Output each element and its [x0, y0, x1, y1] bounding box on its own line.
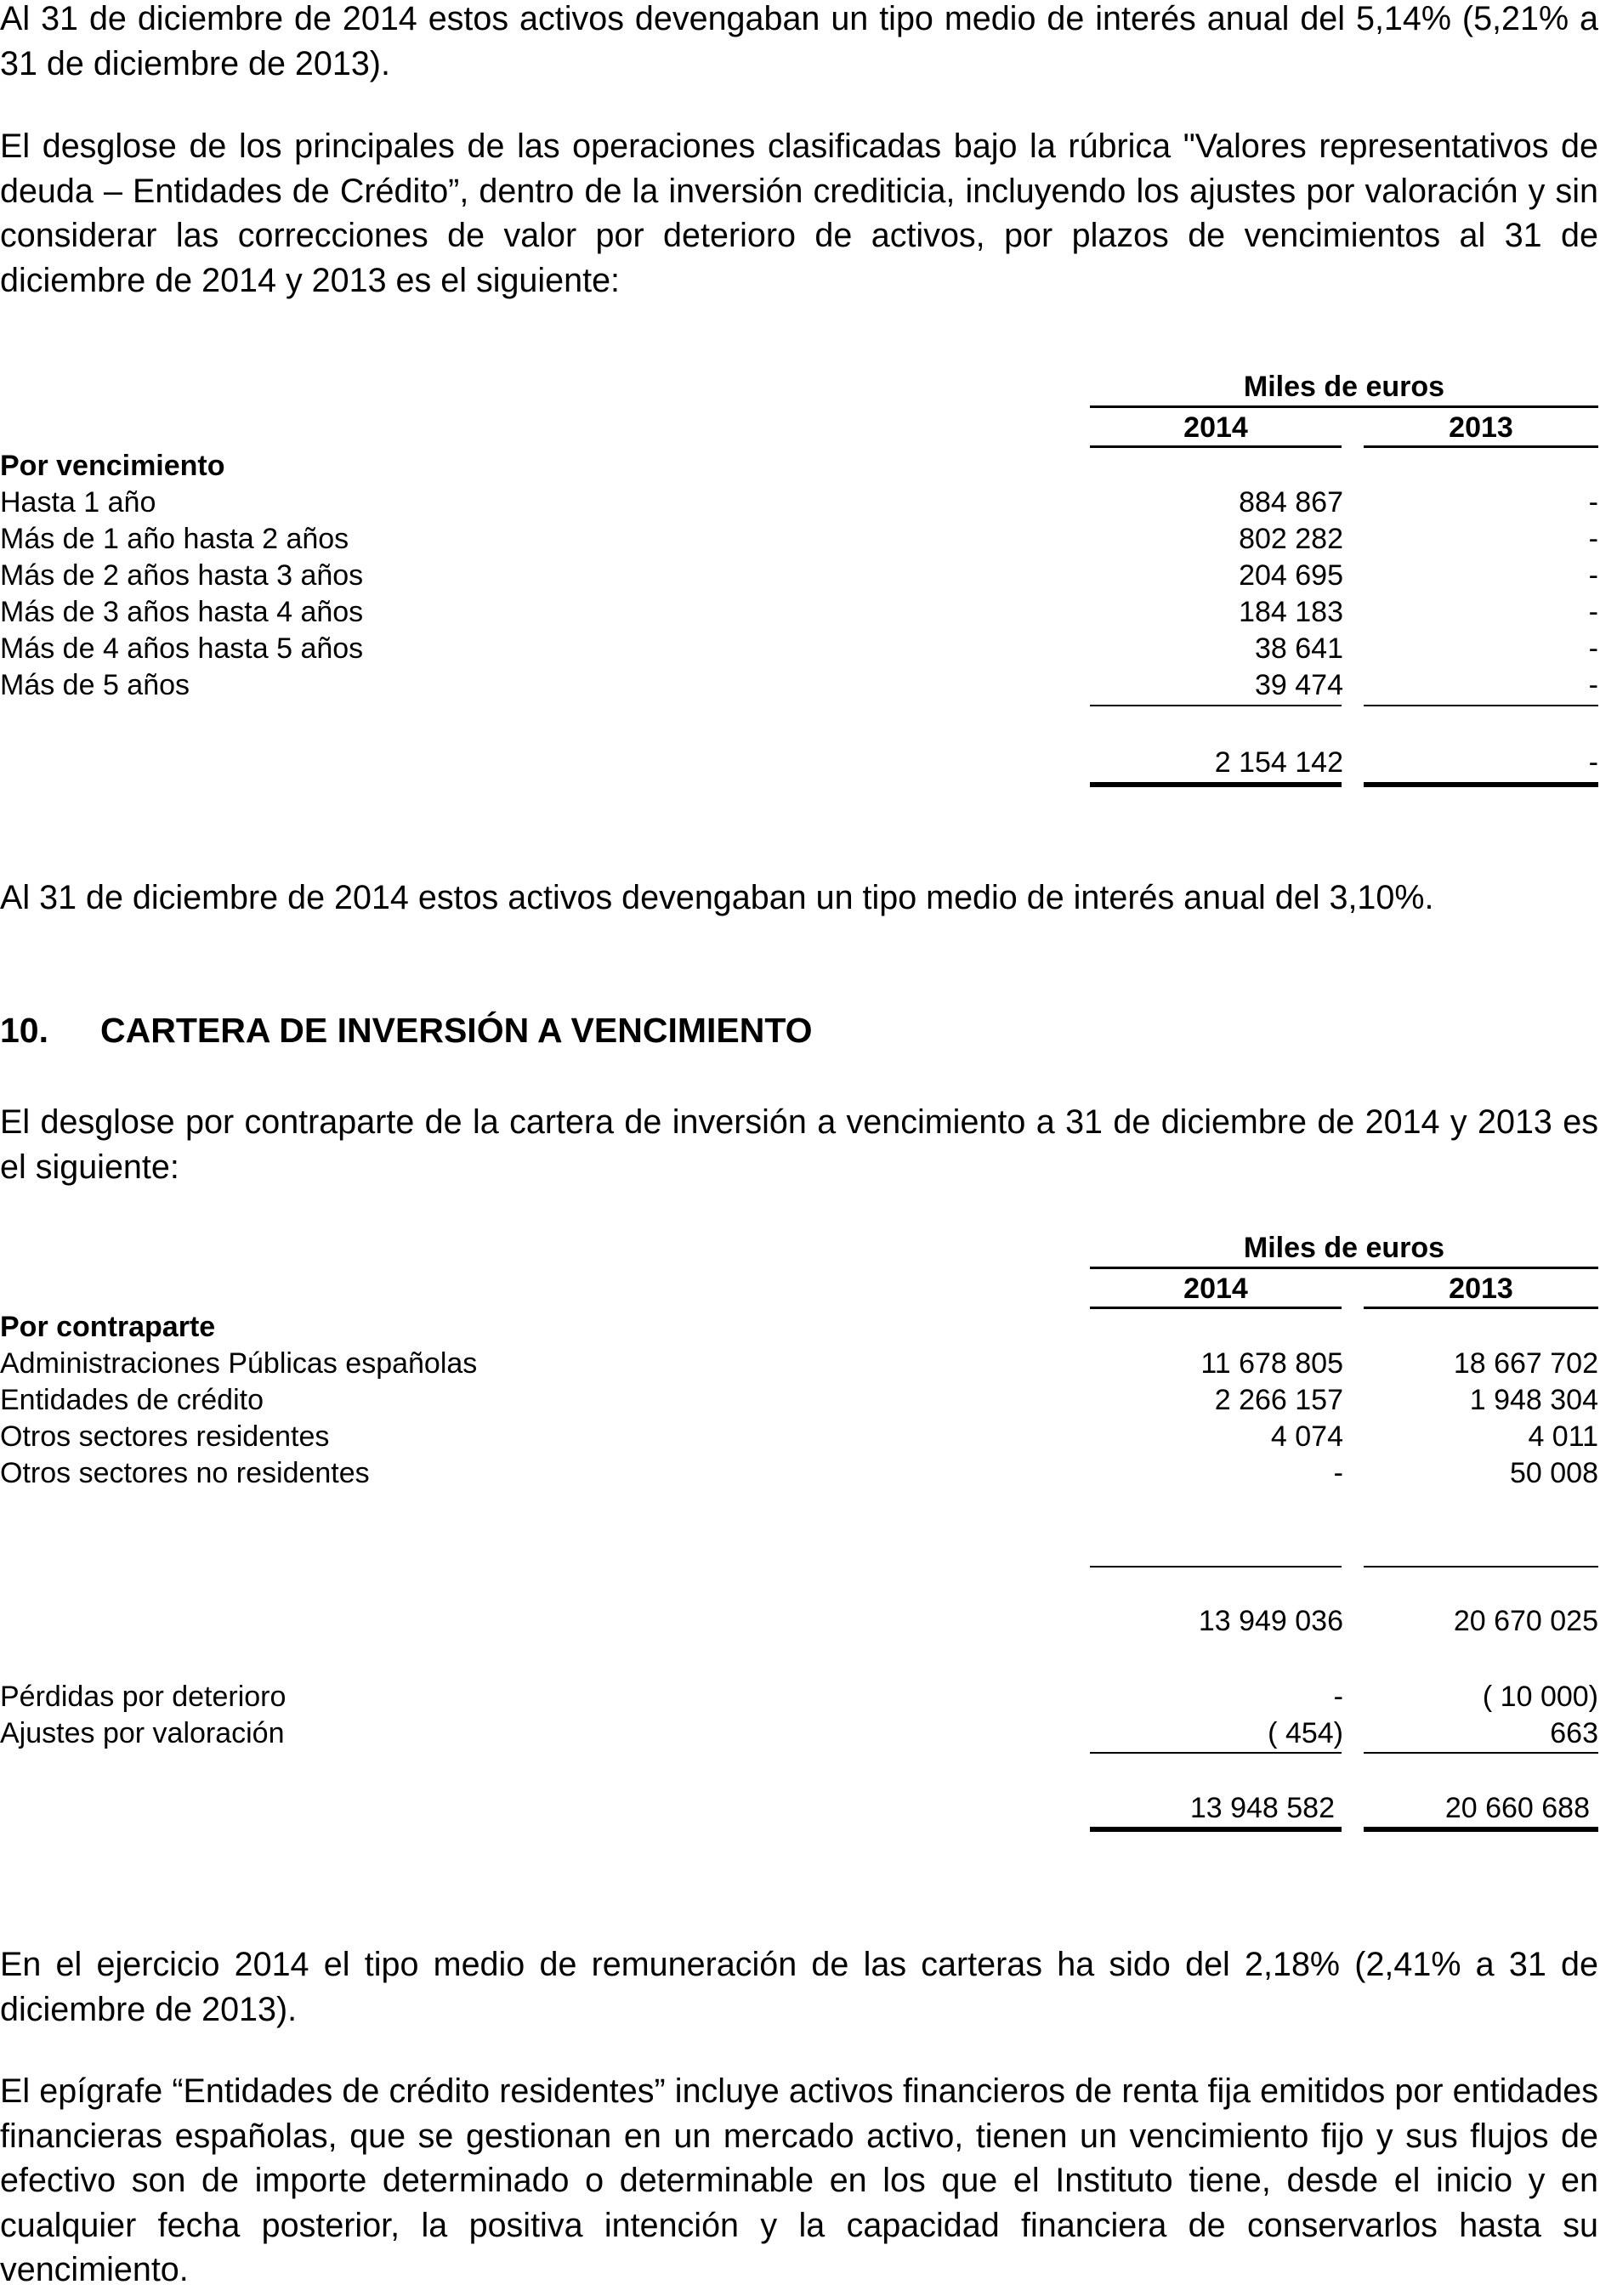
header-rule — [1090, 405, 1598, 408]
subtotal-rule-2013 — [1364, 705, 1598, 706]
row-label: Más de 4 años hasta 5 años — [0, 632, 364, 665]
value-2014: 204 695 — [1239, 559, 1343, 592]
row-label: Entidades de crédito — [0, 1384, 264, 1416]
value-2014: 39 474 — [1255, 669, 1343, 701]
value-2013: - — [1588, 559, 1598, 592]
table-row — [0, 667, 1600, 704]
column-header-2014: 2014 — [1183, 411, 1248, 444]
row-label: Más de 2 años hasta 3 años — [0, 559, 364, 592]
table-row — [0, 1679, 1600, 1715]
paragraph-remuneration-rate: En el ejercicio 2014 el tipo medio de remuneración de las carteras ha sido del 2,18% (2,41% a 31 de diciembre de 2013). — [0, 1946, 1598, 2028]
value-2013: - — [1588, 596, 1598, 628]
table-unit-header: Miles de euros — [1243, 1232, 1445, 1264]
total-double-rule-2014 — [1090, 782, 1342, 787]
paragraph-counterparty-intro: El desglose por contraparte de la cartera de inversión a vencimiento a 31 de diciembre de 2014 y 2013 es el siguiente: — [0, 1103, 1598, 1186]
value-2014: - — [1333, 1681, 1343, 1713]
value-2014: ( 454) — [1268, 1717, 1343, 1749]
row-label: Más de 1 año hasta 2 años — [0, 523, 349, 555]
section-number: 10. — [0, 1011, 48, 1050]
value-2014: 38 641 — [1255, 632, 1343, 665]
value-2014: 184 183 — [1239, 596, 1343, 628]
table-row — [0, 594, 1600, 631]
header-rule — [1090, 1267, 1598, 1269]
value-2013: ( 10 000) — [1482, 1681, 1598, 1713]
row-label: Más de 5 años — [0, 669, 190, 701]
paragraph-credit-entities: El epígrafe “Entidades de crédito residentes” incluye activos financieros de renta fija emitidos por entidades financieras españolas, que se gestionan en un mercado activo, tienen un vencimiento fijo y sus flujos de efectivo son de importe determinado o determinable en los que el Instituto tiene, desde el inicio y en cualquier fecha posterior, la positiva intención y la capacidad financiera de conservarlos hasta su vencimiento. — [0, 2072, 1598, 2288]
table-total-row — [0, 745, 1600, 781]
total-2014: 2 154 142 — [1214, 746, 1343, 779]
value-2013: - — [1588, 486, 1598, 519]
paragraph-interest-rate-310: Al 31 de diciembre de 2014 estos activos devengaban un tipo medio de interés anual del 3,10%. — [0, 879, 1434, 916]
section-heading — [0, 1008, 813, 1052]
total-2013: 20 660 688 — [1444, 1792, 1590, 1824]
value-2013: 4 011 — [1528, 1420, 1598, 1453]
table-row — [0, 631, 1600, 667]
column-header-2013: 2013 — [1449, 1273, 1513, 1305]
subtotal-rule-2014 — [1090, 705, 1342, 706]
column-header-2014: 2014 — [1183, 1273, 1248, 1305]
value-2013: - — [1588, 632, 1598, 665]
table-row — [0, 1715, 1600, 1752]
table-group-row — [0, 1309, 1600, 1346]
subtotal-rule-2013 — [1364, 1566, 1598, 1568]
table-row — [0, 485, 1600, 521]
column-header-2013: 2013 — [1449, 411, 1513, 444]
total-double-rule-2014 — [1090, 1827, 1342, 1832]
paragraph-interest-rate-2014: Al 31 de diciembre de 2014 estos activos devengaban un tipo medio de interés anual del 5,14% (5,21% a 31 de diciembre de 2013). — [0, 0, 1598, 82]
value-2014: - — [1333, 1457, 1343, 1489]
total-2014: 13 948 582 — [1189, 1792, 1335, 1824]
paragraph-breakdown-intro: El desglose de los principales de las operaciones clasificadas bajo la rúbrica "Valores representativos de deuda – Entidades de Crédito”, dentro de la inversión crediticia, incluyendo los ajustes por valoración y sin considerar las correcciones de valor por deterioro de activos, por plazos de vencimientos al 31 de diciembre de 2014 y 2013 es el siguiente: — [0, 128, 1598, 299]
table-row — [0, 558, 1600, 594]
row-label: Pérdidas por deterioro — [0, 1681, 287, 1713]
value-2013: - — [1588, 669, 1598, 701]
row-label: Administraciones Públicas españolas — [0, 1347, 478, 1380]
total-double-rule-2013 — [1364, 782, 1598, 787]
value-2013: - — [1588, 523, 1598, 555]
section-title: CARTERA DE INVERSIÓN A VENCIMIENTO — [100, 1011, 813, 1050]
value-2014: 4 074 — [1270, 1420, 1343, 1453]
total-2013: - — [1588, 746, 1598, 779]
table-row — [0, 521, 1600, 558]
row-label: Hasta 1 año — [0, 486, 156, 519]
subtotal-2013: 20 670 025 — [1453, 1605, 1598, 1637]
adjustment-rule-2014 — [1090, 1752, 1342, 1754]
row-label: Otros sectores residentes — [0, 1420, 330, 1453]
table-row — [0, 1419, 1600, 1455]
value-2014: 802 282 — [1239, 523, 1343, 555]
value-2014: 2 266 157 — [1214, 1384, 1343, 1416]
table-total-row — [0, 1790, 1600, 1827]
adjustment-rule-2013 — [1364, 1752, 1598, 1754]
subtotal-2014: 13 949 036 — [1198, 1605, 1343, 1637]
table-unit-header: Miles de euros — [1243, 371, 1445, 403]
total-double-rule-2013 — [1364, 1827, 1598, 1832]
row-label: Ajustes por valoración — [0, 1717, 285, 1749]
row-label: Más de 3 años hasta 4 años — [0, 596, 364, 628]
value-2013: 50 008 — [1510, 1457, 1598, 1489]
value-2014: 884 867 — [1239, 486, 1343, 519]
value-2014: 11 678 805 — [1200, 1347, 1343, 1380]
table-group-row — [0, 448, 1600, 485]
row-label: Otros sectores no residentes — [0, 1457, 370, 1489]
table-row — [0, 1346, 1600, 1382]
table-row — [0, 1455, 1600, 1492]
table-row — [0, 1382, 1600, 1419]
group-label: Por contraparte — [0, 1311, 216, 1343]
value-2013: 663 — [1550, 1717, 1598, 1749]
group-label: Por vencimiento — [0, 450, 225, 482]
table-subtotal-row — [0, 1603, 1600, 1640]
subtotal-rule-2014 — [1090, 1566, 1342, 1568]
value-2013: 1 948 304 — [1469, 1384, 1598, 1416]
value-2013: 18 667 702 — [1453, 1347, 1598, 1380]
